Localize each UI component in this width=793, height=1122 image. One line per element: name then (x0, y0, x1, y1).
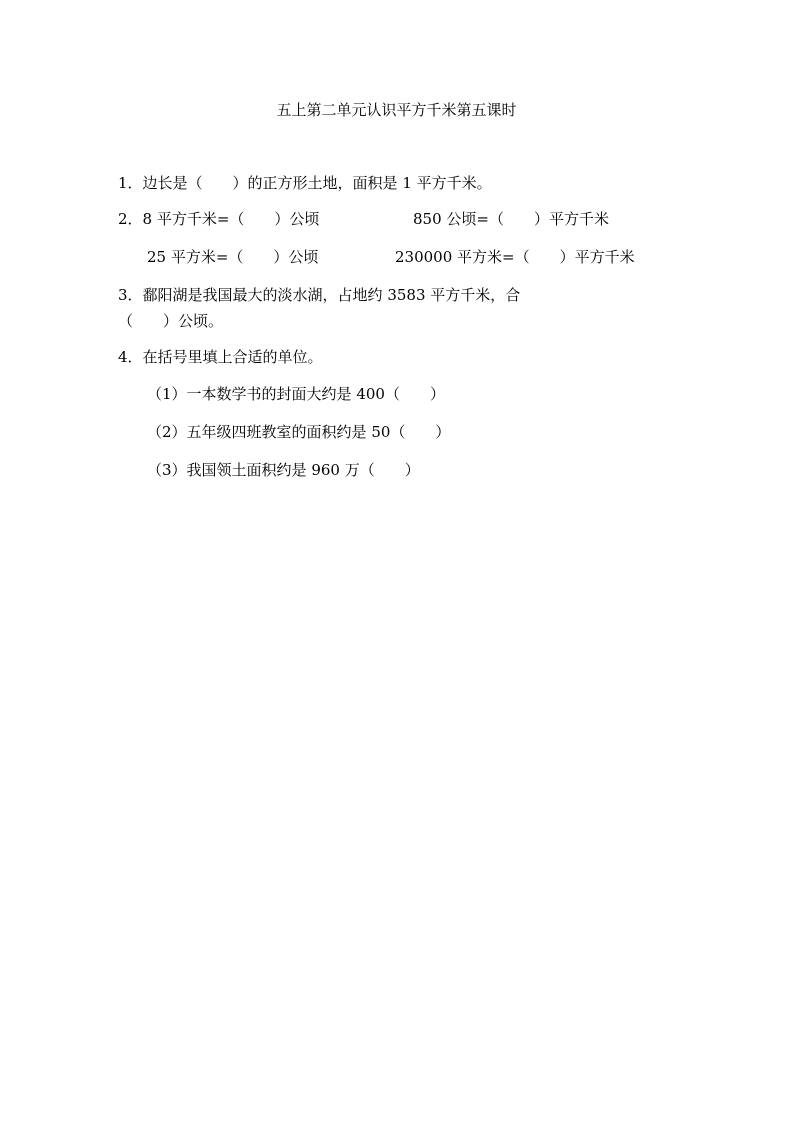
question-4-item-2: （2）五年级四班教室的面积约是 50（ ） (147, 423, 451, 441)
page-title: 五上第二单元认识平方千米第五课时 (276, 101, 517, 119)
question-2-part-b: 850 公顷=（ ）平方千米 (413, 210, 609, 228)
question-4-item-3: （3）我国领土面积约是 960 万（ ） (147, 461, 420, 479)
question-3-line-1: 3．鄱阳湖是我国最大的淡水湖，占地约 3583 平方千米，合 (118, 286, 521, 304)
question-3-line-2: （ ）公顷。 (118, 312, 224, 330)
question-4-item-1: （1）一本数学书的封面大约是 400（ ） (147, 385, 445, 403)
question-4-heading: 4．在括号里填上合适的单位。 (118, 348, 323, 366)
question-2-part-c: 25 平方米=（ ）公顷 (147, 248, 319, 266)
question-2-part-d: 230000 平方米=（ ）平方千米 (395, 248, 635, 266)
question-1: 1．边长是（ ）的正方形土地，面积是 1 平方千米。 (118, 174, 492, 192)
question-2-part-a: 2．8 平方千米=（ ）公顷 (118, 210, 320, 228)
